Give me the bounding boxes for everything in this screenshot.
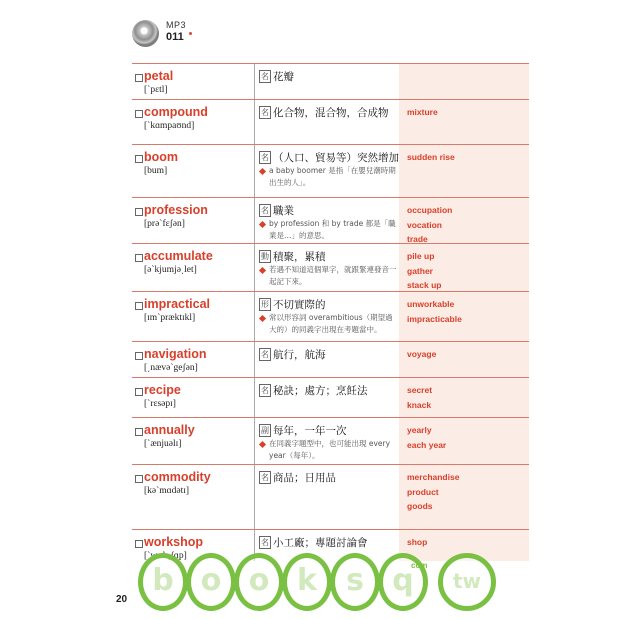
part-of-speech-badge: 名 bbox=[261, 153, 269, 162]
definition: 職業 bbox=[273, 205, 294, 217]
usage-note: 若遇不知道這個單字，就跟緊連發音一起記下來。 bbox=[269, 265, 397, 286]
headword: boom bbox=[144, 150, 179, 164]
table-row bbox=[132, 100, 529, 145]
track-number: 011 bbox=[166, 31, 184, 43]
checkbox[interactable] bbox=[135, 540, 143, 548]
definition-cell bbox=[254, 465, 400, 529]
definition: 每年，一年一次 bbox=[273, 425, 347, 437]
table-row bbox=[132, 198, 529, 244]
definition-cell bbox=[254, 244, 400, 291]
synonym: vocation bbox=[407, 219, 442, 230]
synonym-list bbox=[407, 203, 452, 247]
synonym-list bbox=[407, 297, 462, 326]
checkbox[interactable] bbox=[135, 302, 143, 310]
pronunciation: [ɪmˋpræktɪkl] bbox=[144, 313, 196, 323]
definition-cell bbox=[254, 100, 400, 144]
synonym-list bbox=[407, 423, 446, 452]
part-of-speech-badge: 形 bbox=[261, 300, 269, 309]
synonym-list bbox=[407, 535, 427, 550]
headword: workshop bbox=[144, 535, 204, 549]
synonym-list bbox=[407, 383, 432, 412]
red-dot-icon bbox=[189, 32, 192, 35]
table-row bbox=[132, 292, 529, 342]
definition-cell bbox=[254, 378, 400, 417]
part-of-speech-badge: 副 bbox=[261, 426, 269, 435]
definition: 秘訣；處方；烹飪法 bbox=[273, 385, 368, 397]
diamond-bullet-icon bbox=[259, 267, 266, 274]
word-cell bbox=[132, 418, 254, 464]
headword: navigation bbox=[144, 347, 207, 361]
synonym-cell bbox=[399, 100, 529, 144]
word-cell bbox=[132, 198, 254, 243]
part-of-speech-badge: 名 bbox=[261, 350, 269, 359]
synonym-cell bbox=[399, 198, 529, 243]
synonym-cell bbox=[399, 465, 529, 529]
synonym: product bbox=[407, 486, 439, 497]
synonym-cell bbox=[399, 244, 529, 291]
table-row bbox=[132, 145, 529, 198]
synonym: yearly bbox=[407, 425, 432, 435]
synonym-cell bbox=[399, 145, 529, 197]
checkbox[interactable] bbox=[135, 352, 143, 360]
headword: profession bbox=[144, 203, 208, 217]
watermark-letter: q bbox=[378, 553, 428, 611]
synonym: merchandise bbox=[407, 472, 460, 482]
synonym-list bbox=[407, 150, 455, 165]
diamond-bullet-icon bbox=[259, 315, 266, 322]
table-row bbox=[132, 418, 529, 465]
headword: compound bbox=[144, 105, 208, 119]
synonym: pile up bbox=[407, 251, 435, 261]
pronunciation: [əˋkjumjə͵let] bbox=[144, 265, 197, 275]
headword: accumulate bbox=[144, 249, 213, 263]
synonym: shop bbox=[407, 537, 428, 547]
headword: commodity bbox=[144, 470, 211, 484]
vocabulary-table bbox=[132, 63, 529, 561]
synonym: impracticable bbox=[407, 313, 462, 324]
word-cell bbox=[132, 64, 254, 99]
diamond-bullet-icon bbox=[259, 441, 266, 448]
word-cell bbox=[132, 244, 254, 291]
diamond-bullet-icon bbox=[259, 168, 266, 175]
definition-cell bbox=[254, 342, 400, 377]
synonym-list bbox=[407, 347, 436, 362]
definition: 航行，航海 bbox=[273, 349, 326, 361]
synonym-cell bbox=[399, 342, 529, 377]
watermark-letter: k bbox=[282, 553, 332, 611]
headword: recipe bbox=[144, 383, 181, 397]
pronunciation: [ˋænjuəlɪ] bbox=[144, 439, 182, 449]
pronunciation: [bum] bbox=[144, 166, 168, 176]
watermark-letter: s bbox=[330, 553, 380, 611]
checkbox[interactable] bbox=[135, 254, 143, 262]
word-cell bbox=[132, 465, 254, 529]
part-of-speech-badge: 名 bbox=[261, 538, 269, 547]
synonym-cell bbox=[399, 292, 529, 341]
definition: 化合物，混合物，合成物 bbox=[273, 107, 389, 119]
synonym-cell bbox=[399, 378, 529, 417]
synonym: voyage bbox=[407, 349, 437, 359]
pronunciation: [ˋkɑmpaʊnd] bbox=[144, 121, 195, 131]
usage-note: a baby boomer 是指「在嬰兒潮時期出生的人」。 bbox=[269, 166, 396, 187]
synonym: knack bbox=[407, 399, 432, 410]
pronunciation: [͵nævəˋgeʃən] bbox=[144, 363, 198, 373]
table-row bbox=[132, 378, 529, 418]
synonym: sudden rise bbox=[407, 152, 455, 162]
pronunciation: [ˋwɝk͵ʃɑp] bbox=[144, 551, 187, 561]
watermark-letter: tw bbox=[438, 553, 496, 611]
part-of-speech-badge: 名 bbox=[261, 206, 269, 215]
definition: 商品；日用品 bbox=[273, 472, 336, 484]
diamond-bullet-icon bbox=[259, 221, 266, 228]
synonym-cell bbox=[399, 418, 529, 464]
synonym: trade bbox=[407, 234, 428, 244]
watermark-letter: o bbox=[186, 553, 236, 611]
definition: 花瓣 bbox=[273, 71, 294, 83]
table-row bbox=[132, 64, 529, 100]
watermark-letter: o bbox=[234, 553, 284, 611]
part-of-speech-badge: 名 bbox=[261, 386, 269, 395]
checkbox[interactable] bbox=[135, 74, 143, 82]
synonym-list bbox=[407, 105, 438, 120]
synonym: secret bbox=[407, 385, 433, 395]
mp3-label: MP3 bbox=[166, 20, 187, 30]
definition-cell bbox=[254, 145, 400, 197]
word-cell bbox=[132, 342, 254, 377]
word-cell bbox=[132, 378, 254, 417]
checkbox[interactable] bbox=[135, 208, 143, 216]
table-row bbox=[132, 465, 529, 530]
table-row bbox=[132, 342, 529, 378]
definition: 積聚，累積 bbox=[273, 251, 326, 263]
checkbox[interactable] bbox=[135, 388, 143, 396]
cd-disc-icon bbox=[132, 20, 159, 47]
definition-cell bbox=[254, 292, 400, 341]
usage-note: by profession 和 by trade 都是「職業是…」的意思。 bbox=[269, 219, 396, 240]
checkbox[interactable] bbox=[135, 110, 143, 118]
synonym: goods bbox=[407, 501, 433, 511]
mp3-track-badge bbox=[132, 20, 192, 48]
checkbox[interactable] bbox=[135, 475, 143, 483]
usage-note: 常以形容詞 overambitious（期望過大的）的同義字出現在考題當中。 bbox=[269, 313, 393, 334]
headword: impractical bbox=[144, 297, 211, 311]
word-cell bbox=[132, 145, 254, 197]
synonym: stack up bbox=[407, 280, 442, 290]
part-of-speech-badge: 動 bbox=[261, 252, 269, 261]
headword: petal bbox=[144, 69, 174, 83]
pronunciation: [ˋpɛtl] bbox=[144, 85, 168, 95]
page-number: 20 bbox=[116, 594, 128, 605]
definition-cell bbox=[254, 198, 400, 243]
synonym: unworkable bbox=[407, 299, 455, 309]
definition: 不切實際的 bbox=[273, 299, 326, 311]
synonym: gather bbox=[407, 265, 433, 276]
table-row bbox=[132, 244, 529, 292]
word-cell bbox=[132, 100, 254, 144]
pronunciation: [kəˋmɑdətɪ] bbox=[144, 486, 190, 496]
definition-cell bbox=[254, 418, 400, 464]
synonym: occupation bbox=[407, 205, 453, 215]
bookstw-watermark bbox=[138, 553, 498, 609]
checkbox[interactable] bbox=[135, 428, 143, 436]
pronunciation: [ˋrɛsəpɪ] bbox=[144, 399, 176, 409]
word-cell bbox=[132, 292, 254, 341]
definition-cell bbox=[254, 64, 400, 99]
checkbox[interactable] bbox=[135, 155, 143, 163]
watermark-letter: b bbox=[138, 553, 188, 611]
part-of-speech-badge: 名 bbox=[261, 108, 269, 117]
usage-note: 在同義字題型中，也可能出現 every year（每年）。 bbox=[269, 439, 391, 460]
watermark-com: com bbox=[411, 561, 428, 570]
synonym-list bbox=[407, 249, 442, 293]
synonym: mixture bbox=[407, 107, 438, 117]
pronunciation: [prəˋfɛʃən] bbox=[144, 219, 185, 229]
definition: 小工廠；專題討論會 bbox=[273, 537, 368, 549]
synonym-list bbox=[407, 470, 459, 514]
definition: （人口、貿易等）突然增加 bbox=[273, 152, 399, 164]
part-of-speech-badge: 名 bbox=[261, 473, 269, 482]
headword: annually bbox=[144, 423, 195, 437]
synonym-cell bbox=[399, 64, 529, 99]
synonym: each year bbox=[407, 439, 447, 450]
part-of-speech-badge: 名 bbox=[261, 72, 269, 81]
